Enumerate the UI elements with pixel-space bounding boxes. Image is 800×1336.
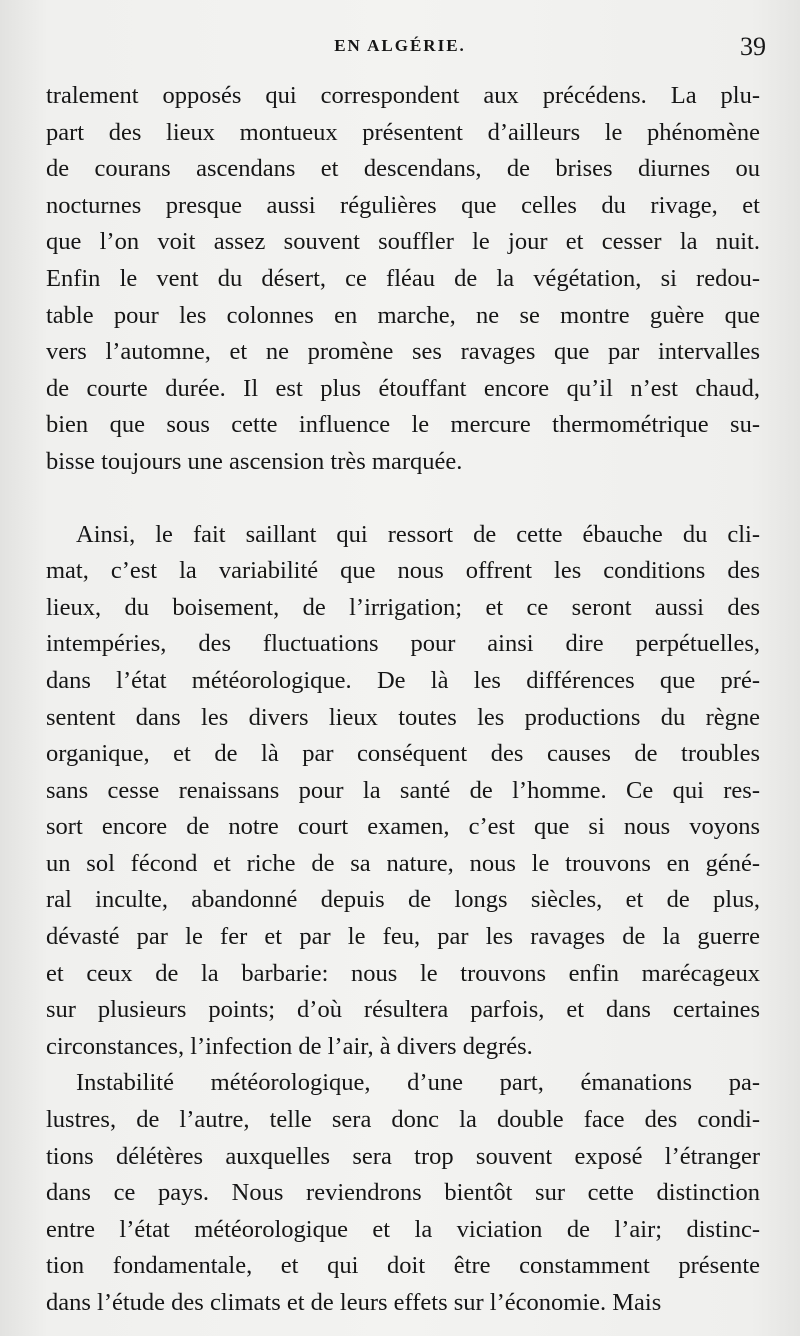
text-line: sentent dans les divers lieux toutes les productions du règne bbox=[46, 703, 760, 731]
text-line: organique, et de là par conséquent des causes de troubles bbox=[46, 740, 760, 768]
text-line: et ceux de la barbarie: nous le trouvons enfin marécageux bbox=[46, 959, 760, 987]
text-line: tions délétères auxquelles sera trop souvent exposé l’étranger bbox=[46, 1142, 760, 1170]
text-line: entre l’état météorologique et la viciation de l’air; distinc- bbox=[46, 1215, 760, 1243]
text-line: tion fondamentale, et qui doit être constamment présente bbox=[46, 1252, 760, 1280]
text-line: nocturnes presque aussi régulières que celles du rivage, et bbox=[46, 191, 760, 219]
text-line: dans l’état météorologique. De là les différences que pré- bbox=[46, 666, 760, 694]
text-line: sans cesse renaissans pour la santé de l’homme. Ce qui res- bbox=[46, 776, 760, 804]
text-line: que l’on voit assez souvent souffler le jour et cesser la nuit. bbox=[46, 228, 760, 256]
paragraph-break bbox=[46, 481, 760, 517]
text-line: Enfin le vent du désert, ce fléau de la végétation, si redou- bbox=[46, 264, 760, 292]
text-line: lustres, de l’autre, telle sera donc la double face des condi- bbox=[46, 1106, 760, 1134]
text-line: mat, c’est la variabilité que nous offrent les conditions des bbox=[46, 557, 760, 585]
text-line: table pour les colonnes en marche, ne se montre guère que bbox=[46, 301, 760, 329]
text-line: Ainsi, le fait saillant qui ressort de cette ébauche du cli- bbox=[76, 520, 760, 548]
text-line: intempéries, des fluctuations pour ainsi dire perpétuelles, bbox=[46, 630, 760, 658]
text-line: Instabilité météorologique, d’une part, émanations pa- bbox=[76, 1069, 760, 1097]
text-line: bisse toujours une ascension très marquée. bbox=[46, 447, 463, 475]
text-line: lieux, du boisement, de l’irrigation; et ce seront aussi des bbox=[46, 593, 760, 621]
text-line: sort encore de notre court examen, c’est que si nous voyons bbox=[46, 813, 760, 841]
body-text bbox=[46, 78, 760, 1322]
text-line: tralement opposés qui correspondent aux précédens. La plu- bbox=[46, 82, 760, 109]
text-line: de courans ascendans et descendans, de brises diurnes ou bbox=[46, 155, 760, 183]
text-line: sur plusieurs points; d’où résultera parfois, et dans certaines bbox=[46, 996, 760, 1024]
paragraph bbox=[46, 1065, 760, 1321]
text-line: circonstances, l’infection de l’air, à divers degrés. bbox=[46, 1032, 533, 1060]
page-number: 39 bbox=[740, 32, 766, 61]
page-header bbox=[0, 34, 800, 64]
text-line: ral inculte, abandonné depuis de longs siècles, et de plus, bbox=[46, 886, 760, 914]
text-line: dans l’étude des climats et de leurs effets sur l’économie. Mais bbox=[46, 1289, 662, 1316]
text-line: dans ce pays. Nous reviendrons bientôt sur cette distinction bbox=[46, 1179, 760, 1207]
paragraph bbox=[46, 78, 760, 481]
text-line: vers l’automne, et ne promène ses ravages que par intervalles bbox=[46, 338, 760, 366]
text-line: bien que sous cette influence le mercure thermométrique su- bbox=[46, 411, 760, 439]
text-line: un sol fécond et riche de sa nature, nous le trouvons en géné- bbox=[46, 849, 760, 877]
text-line: de courte durée. Il est plus étouffant encore qu’il n’est chaud, bbox=[46, 374, 760, 402]
running-title: EN ALGÉRIE. bbox=[334, 36, 466, 55]
text-line: dévasté par le fer et par le feu, par les ravages de la guerre bbox=[46, 923, 760, 951]
paragraph bbox=[46, 517, 760, 1066]
text-line: part des lieux montueux présentent d’ailleurs le phénomène bbox=[46, 118, 760, 146]
